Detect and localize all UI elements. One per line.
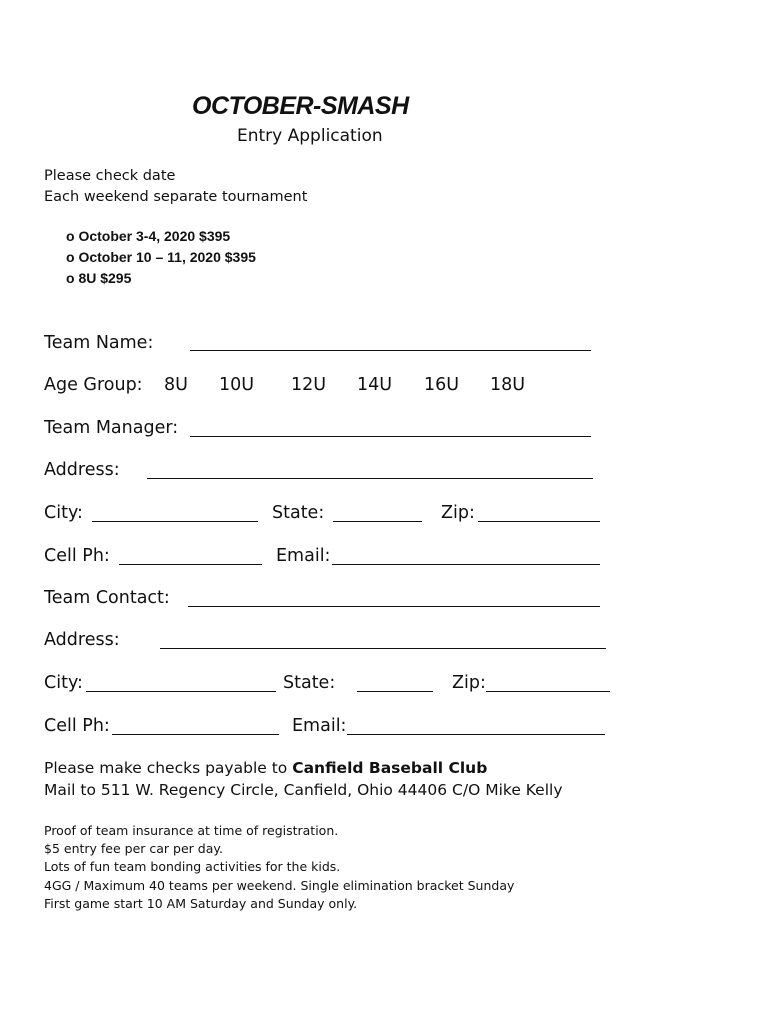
note-activities: Lots of fun team bonding activities for the kids. <box>44 859 341 874</box>
contact-zip-label: Zip: <box>452 673 486 693</box>
address-label: Address: <box>44 460 120 480</box>
intro-check-date: Please check date <box>44 168 176 184</box>
cell-phone-label: Cell Ph: <box>44 546 110 566</box>
state-line[interactable] <box>333 521 422 522</box>
age-group-label: Age Group: <box>44 375 143 395</box>
team-manager-label: Team Manager: <box>44 418 179 438</box>
contact-address-label: Address: <box>44 630 120 650</box>
contact-city-line[interactable] <box>86 691 276 692</box>
zip-line[interactable] <box>478 521 600 522</box>
note-max-teams: 4GG / Maximum 40 teams per weekend. Single elimination bracket Sunday <box>44 878 515 893</box>
contact-cell-phone-label: Cell Ph: <box>44 716 110 736</box>
state-label: State: <box>272 503 325 523</box>
intro-separate-tournament: Each weekend separate tournament <box>44 189 308 205</box>
date-option-oct-10-11[interactable]: o October 10 – 11, 2020 $395 <box>66 249 256 265</box>
contact-zip-line[interactable] <box>486 691 610 692</box>
note-insurance: Proof of team insurance at time of registration. <box>44 823 339 838</box>
mailing-address: Mail to 511 W. Regency Circle, Canfield, Ohio 44406 C/O Mike Kelly <box>44 781 563 799</box>
contact-state-label: State: <box>283 673 336 693</box>
form-title: OCTOBER-SMASH <box>192 92 409 120</box>
team-name-line[interactable] <box>190 350 591 351</box>
email-line[interactable] <box>332 564 600 565</box>
age-option-16u[interactable]: 16U <box>424 375 460 395</box>
team-name-label: Team Name: <box>44 333 154 353</box>
form-subtitle: Entry Application <box>237 126 383 146</box>
team-contact-line[interactable] <box>188 606 600 607</box>
team-manager-line[interactable] <box>190 436 591 437</box>
payment-prefix: Please make checks payable to <box>44 759 293 777</box>
age-option-12u[interactable]: 12U <box>291 375 327 395</box>
zip-label: Zip: <box>441 503 475 523</box>
age-option-8u[interactable]: 8U <box>164 375 188 395</box>
address-line[interactable] <box>147 478 593 479</box>
contact-city-label: City: <box>44 673 83 693</box>
city-line[interactable] <box>92 521 258 522</box>
age-option-18u[interactable]: 18U <box>490 375 526 395</box>
payee-name: Canfield Baseball Club <box>292 759 488 777</box>
contact-address-line[interactable] <box>160 648 606 649</box>
note-entry-fee: $5 entry fee per car per day. <box>44 841 223 856</box>
age-option-10u[interactable]: 10U <box>219 375 255 395</box>
city-label: City: <box>44 503 83 523</box>
contact-cell-phone-line[interactable] <box>112 734 279 735</box>
date-option-8u[interactable]: o 8U $295 <box>66 270 132 286</box>
cell-phone-line[interactable] <box>119 564 262 565</box>
contact-email-line[interactable] <box>347 734 605 735</box>
payment-instructions <box>44 759 487 777</box>
contact-state-line[interactable] <box>357 691 433 692</box>
date-option-oct-3-4[interactable]: o October 3-4, 2020 $395 <box>66 228 231 244</box>
team-contact-label: Team Contact: <box>44 588 170 608</box>
note-first-game: First game start 10 AM Saturday and Sunday only. <box>44 896 358 911</box>
age-option-14u[interactable]: 14U <box>357 375 393 395</box>
email-label: Email: <box>276 546 331 566</box>
contact-email-label: Email: <box>292 716 347 736</box>
